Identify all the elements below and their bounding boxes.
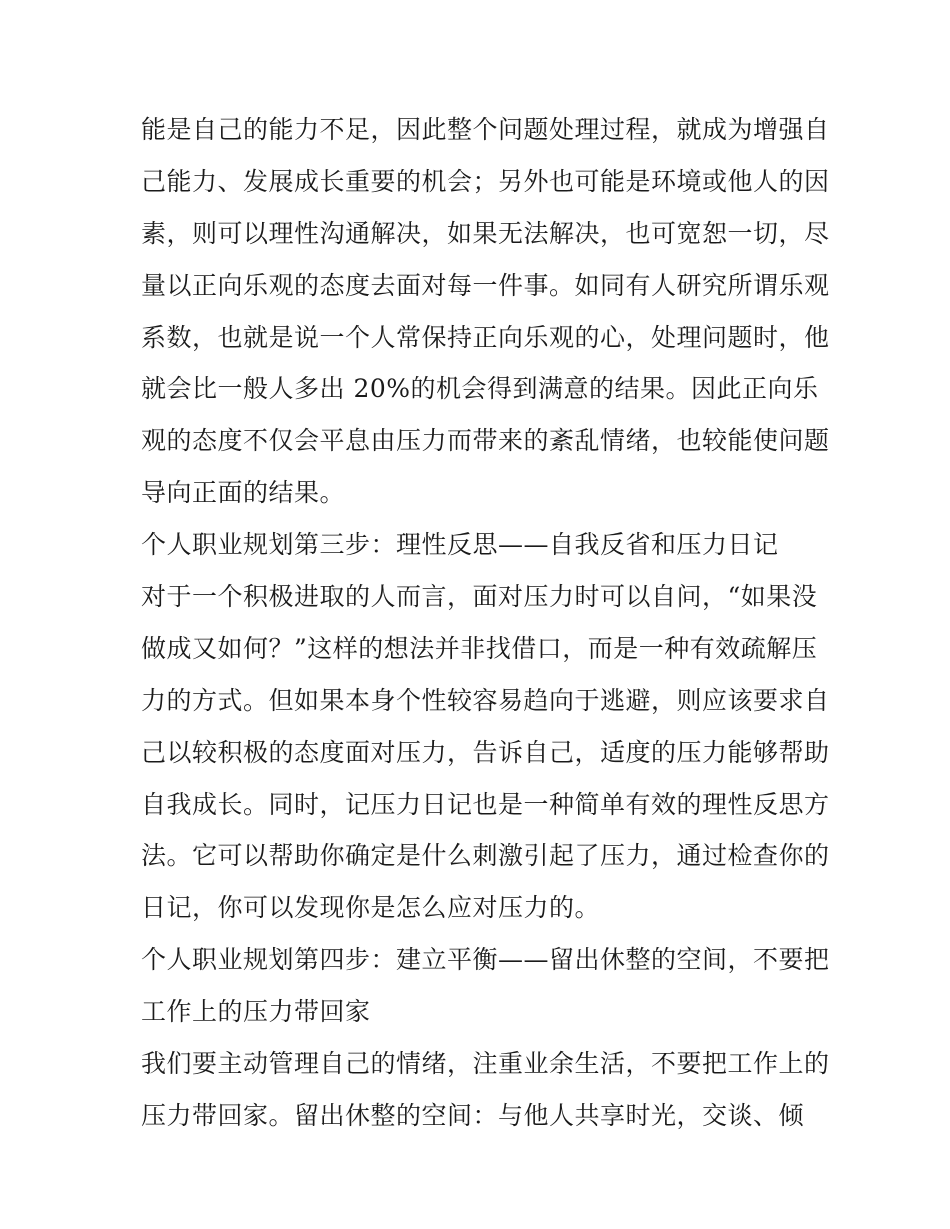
section-heading-step4: 个人职业规划第四步：建立平衡——留出休整的空间，不要把 — [141, 945, 830, 975]
text-line: 己能力、发展成长重要的机会；另外也可能是环境或他人的因 — [141, 166, 830, 196]
text-line: 量以正向乐观的态度去面对每一件事。如同有人研究所谓乐观 — [141, 270, 830, 300]
text-line: 我们要主动管理自己的情绪，注重业余生活，不要把工作上的 — [141, 1049, 830, 1079]
text-line: 压力带回家。留出休整的空间：与他人共享时光，交谈、倾 — [141, 1100, 805, 1130]
text-line: 己以较积极的态度面对压力，告诉自己，适度的压力能够帮助 — [141, 737, 830, 767]
text-line: 素，则可以理性沟通解决，如果无法解决，也可宽恕一切，尽 — [141, 218, 830, 248]
text-line: 日记，你可以发现你是怎么应对压力的。 — [141, 893, 601, 923]
text-line: 对于一个积极进取的人而言，面对压力时可以自问，“如果没 — [141, 582, 818, 612]
section-heading-step3: 个人职业规划第三步：理性反思——自我反省和压力日记 — [141, 530, 779, 560]
text-line: 做成又如何？”这样的想法并非找借口，而是一种有效疏解压 — [141, 633, 818, 663]
text-line: 观的态度不仅会平息由压力而带来的紊乱情绪，也较能使问题 — [141, 426, 830, 456]
body-text — [141, 104, 830, 1142]
text-line: 自我成长。同时，记压力日记也是一种简单有效的理性反思方 — [141, 789, 830, 819]
text-line: 法。它可以帮助你确定是什么刺激引起了压力，通过检查你的 — [141, 841, 830, 871]
text-line: 系数，也就是说一个人常保持正向乐观的心，处理问题时，他 — [141, 322, 830, 352]
text-line: 能是自己的能力不足，因此整个问题处理过程，就成为增强自 — [141, 115, 830, 144]
text-line: 力的方式。但如果本身个性较容易趋向于逃避，则应该要求自 — [141, 685, 830, 715]
section-heading-step4-cont: 工作上的压力带回家 — [141, 997, 371, 1027]
text-line: 导向正面的结果。 — [141, 478, 346, 508]
text-line: 就会比一般人多出 20%的机会得到满意的结果。因此正向乐 — [141, 374, 819, 404]
